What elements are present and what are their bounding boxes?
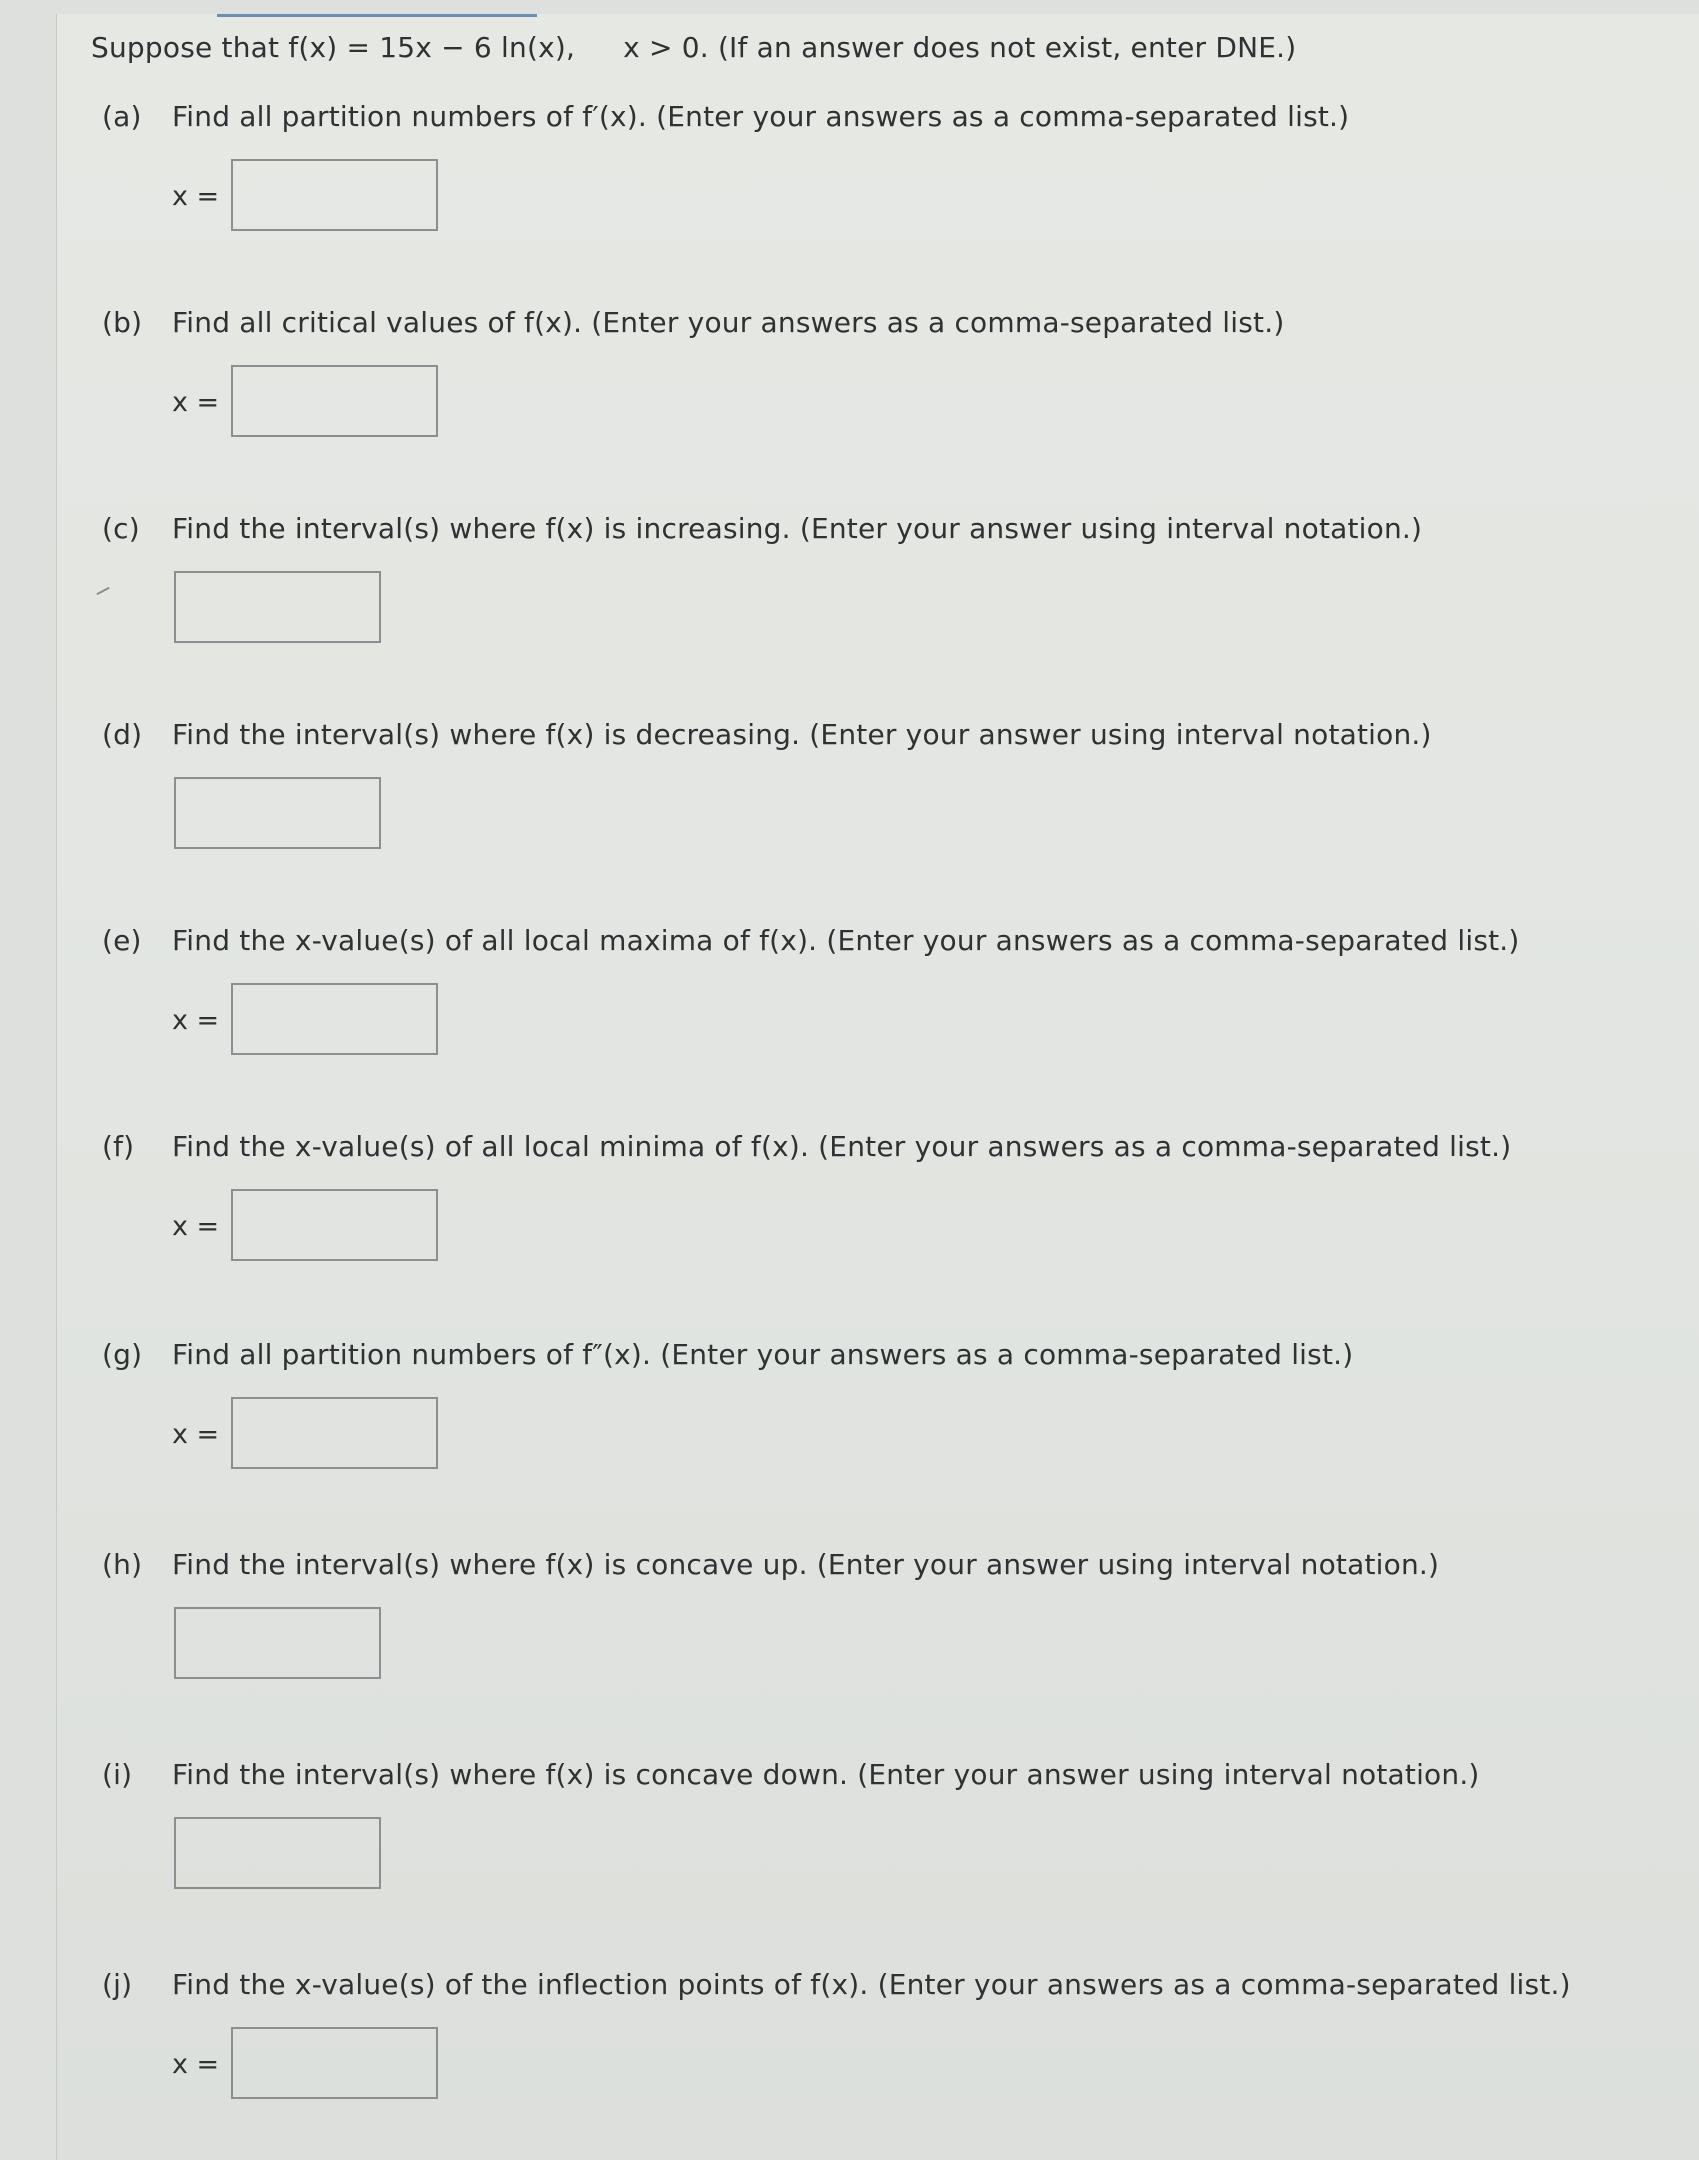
part-letter: (g) bbox=[102, 1338, 143, 1371]
x-equals-label: x = bbox=[172, 2049, 220, 2080]
part-d bbox=[102, 718, 1602, 853]
part-c bbox=[102, 512, 1602, 647]
answer-input-d[interactable] bbox=[174, 777, 381, 849]
part-g bbox=[102, 1338, 1602, 1473]
part-letter: (h) bbox=[102, 1548, 143, 1581]
function-name: f(x) bbox=[288, 31, 338, 64]
intro-lead: Suppose that bbox=[91, 31, 280, 64]
answer-input-h[interactable] bbox=[174, 1607, 381, 1679]
problem-statement bbox=[91, 31, 1296, 64]
answer-input-c[interactable] bbox=[174, 571, 381, 643]
answer-input-e[interactable] bbox=[231, 983, 438, 1055]
part-b bbox=[102, 306, 1602, 441]
x-equals-label: x = bbox=[172, 181, 220, 212]
part-letter: (j) bbox=[102, 1968, 133, 2001]
domain-condition: x > 0. bbox=[623, 31, 709, 64]
dne-note: (If an answer does not exist, enter DNE.) bbox=[717, 31, 1297, 64]
x-equals-label: x = bbox=[172, 1211, 220, 1242]
x-equals-label: x = bbox=[172, 387, 220, 418]
answer-input-b[interactable] bbox=[231, 365, 438, 437]
part-question: Find the x-value(s) of all local minima of f(x). (Enter your answers as a comma-separated list.) bbox=[172, 1130, 1512, 1163]
answer-input-i[interactable] bbox=[174, 1817, 381, 1889]
part-question: Find the interval(s) where f(x) is concave down. (Enter your answer using interval notation.) bbox=[172, 1758, 1480, 1791]
part-h bbox=[102, 1548, 1602, 1683]
part-question: Find all critical values of f(x). (Enter your answers as a comma-separated list.) bbox=[172, 306, 1285, 339]
part-question: Find the interval(s) where f(x) is increasing. (Enter your answer using interval notation.) bbox=[172, 512, 1423, 545]
answer-input-j[interactable] bbox=[231, 2027, 438, 2099]
part-letter: (e) bbox=[102, 924, 142, 957]
answer-input-g[interactable] bbox=[231, 1397, 438, 1469]
part-letter: (b) bbox=[102, 306, 143, 339]
part-letter: (a) bbox=[102, 100, 142, 133]
part-f bbox=[102, 1130, 1602, 1265]
x-equals-label: x = bbox=[172, 1005, 220, 1036]
answer-input-f[interactable] bbox=[231, 1189, 438, 1261]
part-question: Find all partition numbers of f″(x). (Enter your answers as a comma-separated list.) bbox=[172, 1338, 1354, 1371]
answer-input-a[interactable] bbox=[231, 159, 438, 231]
part-e bbox=[102, 924, 1602, 1059]
part-j bbox=[102, 1968, 1602, 2103]
x-equals-label: x = bbox=[172, 1419, 220, 1450]
top-accent-bar bbox=[217, 14, 537, 17]
part-question: Find the x-value(s) of the inflection points of f(x). (Enter your answers as a comma-separated list.) bbox=[172, 1968, 1571, 2001]
part-letter: (d) bbox=[102, 718, 143, 751]
part-question: Find the x-value(s) of all local maxima of f(x). (Enter your answers as a comma-separated list.) bbox=[172, 924, 1520, 957]
part-letter: (f) bbox=[102, 1130, 135, 1163]
part-question: Find the interval(s) where f(x) is decreasing. (Enter your answer using interval notation.) bbox=[172, 718, 1432, 751]
part-question: Find the interval(s) where f(x) is concave up. (Enter your answer using interval notation.) bbox=[172, 1548, 1440, 1581]
part-a bbox=[102, 100, 1602, 235]
part-question: Find all partition numbers of f′(x). (Enter your answers as a comma-separated list.) bbox=[172, 100, 1350, 133]
part-letter: (c) bbox=[102, 512, 140, 545]
part-i bbox=[102, 1758, 1602, 1893]
part-letter: (i) bbox=[102, 1758, 133, 1791]
function-definition: = 15x − 6 ln(x), bbox=[346, 31, 576, 64]
